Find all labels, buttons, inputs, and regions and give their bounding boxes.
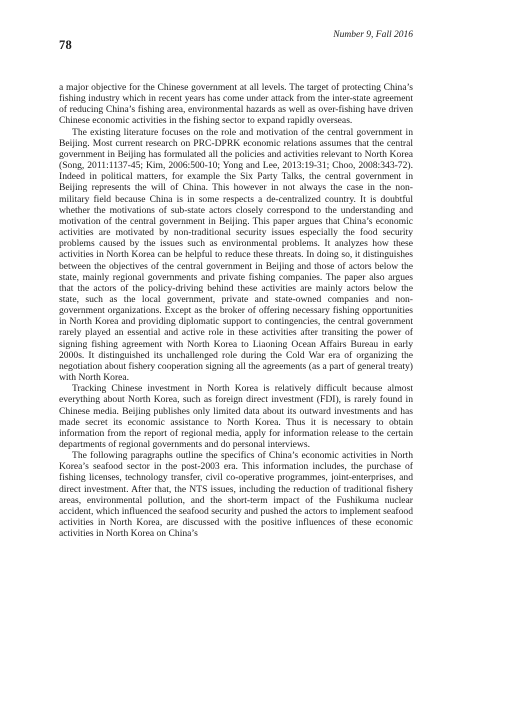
page-number: 78 — [59, 38, 72, 52]
paragraph: Tracking Chinese investment in North Korea is relatively difficult because almost everything about North Korea, such as foreign direct investment (FDI), is rarely found in Chinese media. Beijing publishes only limited data about its outward investments and has made secret its economic assistance to North Korea. Thus it is necessary to obtain information from the report of regional media, apply for information release to the certain departments of regional governments and do personal interviews. — [59, 383, 413, 450]
body-text — [59, 82, 413, 539]
paragraph: The existing literature focuses on the role and motivation of the central government in Beijing. Most current research on PRC-DPRK economic relations assumes that the central government in Beijing has formulated all the policies and activities relevant to North Korea (Song, 2011:1137-45; Kim, 2006:500-10; Yong and Lee, 2013:19-31; Choo, 2008:343-72). Indeed in political matters, for example the Six Party Talks, the central government in Beijing represents the will of China. This however in not always the case in the non-military field because China is in some respects a de-centralized country. It is doubtful whether the motivations of sub-state actors closely correspond to the understanding and motivation of the central government in Beijing. This paper argues that China’s economic activities are motivated by non-traditional security issues especially the food security problems caused by the issues such as environmental problems. It analyzes how these activities in North Korea can be helpful to reduce these threats. In doing so, it distinguishes between the objectives of the central government in Beijing and those of actors below the state, mainly regional governments and private fishing companies. The paper also argues that the actors of the policy-driving behind these activities are mainly actors below the state, such as the local government, private and state-owned companies and non-government organizations. Except as the broker of offering necessary fishing opportunities in North Korea and providing diplomatic support to contingencies, the central government rarely played an essential and active role in these activities after transiting the power of signing fishing agreement with North Korea to Liaoning Ocean Affairs Bureau in early 2000s. It distinguished its unchallenged role during the Cold War era of organizing the negotiation about fishery cooperation signing all the agreements (as a part of general treaty) with North Korea. — [59, 126, 413, 384]
paragraph: a major objective for the Chinese government at all levels. The target of protecting China’s fishing industry which in recent years has come under attack from the inter-state agreement of reducing China’s fishing area, environmental hazards as well as over-fishing have driven Chinese economic activities in the fishing sector to expand rapidly overseas. — [59, 82, 413, 127]
paragraph: The following paragraphs outline the specifics of China’s economic activities in North Korea’s seafood sector in the post-2003 era. This information includes, the purchase of fishing licenses, technology transfer, civil co-operative programmes, joint-enterprises, and direct investment. After that, the NTS issues, including the reduction of traditional fishery areas, environmental pollution, and the short-term impact of the Fushikuma nuclear accident, which influenced the seafood security and pushed the actors to implement seafood activities in North Korea, are discussed with the positive influences of these economic activities in North Korea on China’s — [59, 450, 413, 540]
journal-issue-header: Number 9, Fall 2016 — [333, 30, 413, 40]
